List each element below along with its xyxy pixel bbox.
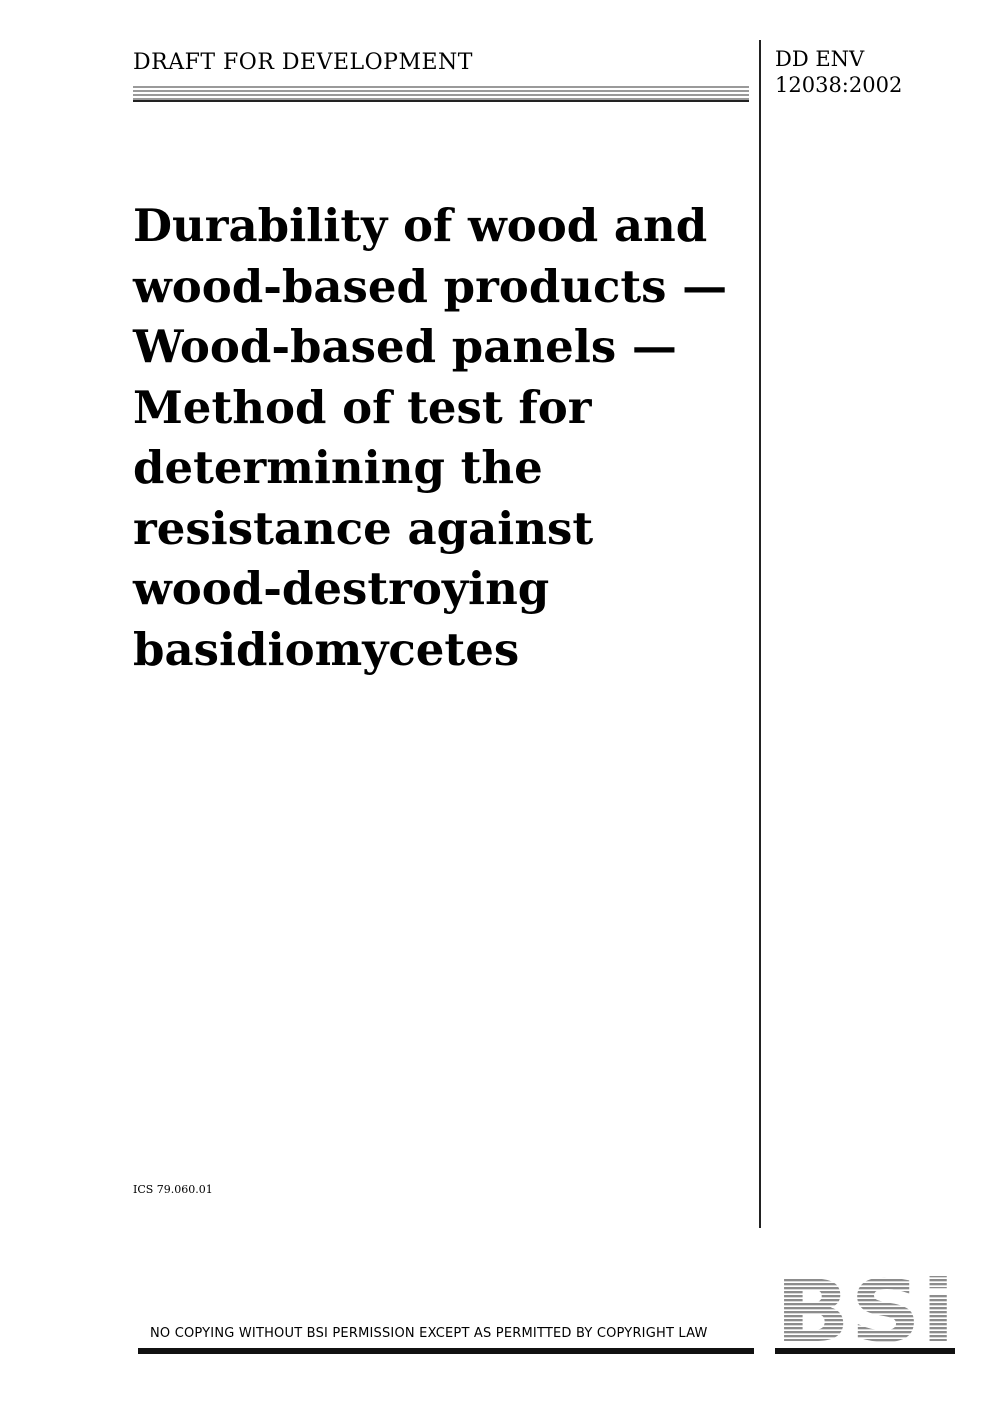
title-line: wood-destroying [133,562,550,615]
svg-text:BSi: BSi [775,1275,955,1345]
title-line: Durability of wood and [133,199,708,252]
ics-code: ICS 79.060.01 [133,1183,213,1196]
standard-number [775,46,902,98]
title-line: determining the [133,441,543,494]
title-line: Wood-based panels — [133,320,677,373]
vertical-divider [759,40,761,1228]
logo-rule [775,1348,955,1354]
title-line: Method of test for [133,380,592,434]
standard-number-line-2: 12038:2002 [775,73,903,97]
copyright-notice: NO COPYING WITHOUT BSI PERMISSION EXCEPT AS PERMITTED BY COPYRIGHT LAW [150,1326,708,1341]
title-line: wood-based products — [133,259,728,313]
standard-number-line-1: DD ENV [775,47,865,71]
document-type-label: DRAFT FOR DEVELOPMENT [133,50,473,75]
title-line: basidiomycetes [133,622,520,676]
header-rule [133,86,749,102]
footer-rule [138,1348,754,1354]
document-title [133,196,753,680]
title-line: resistance against [133,501,594,555]
bsi-logo-icon [775,1275,955,1345]
